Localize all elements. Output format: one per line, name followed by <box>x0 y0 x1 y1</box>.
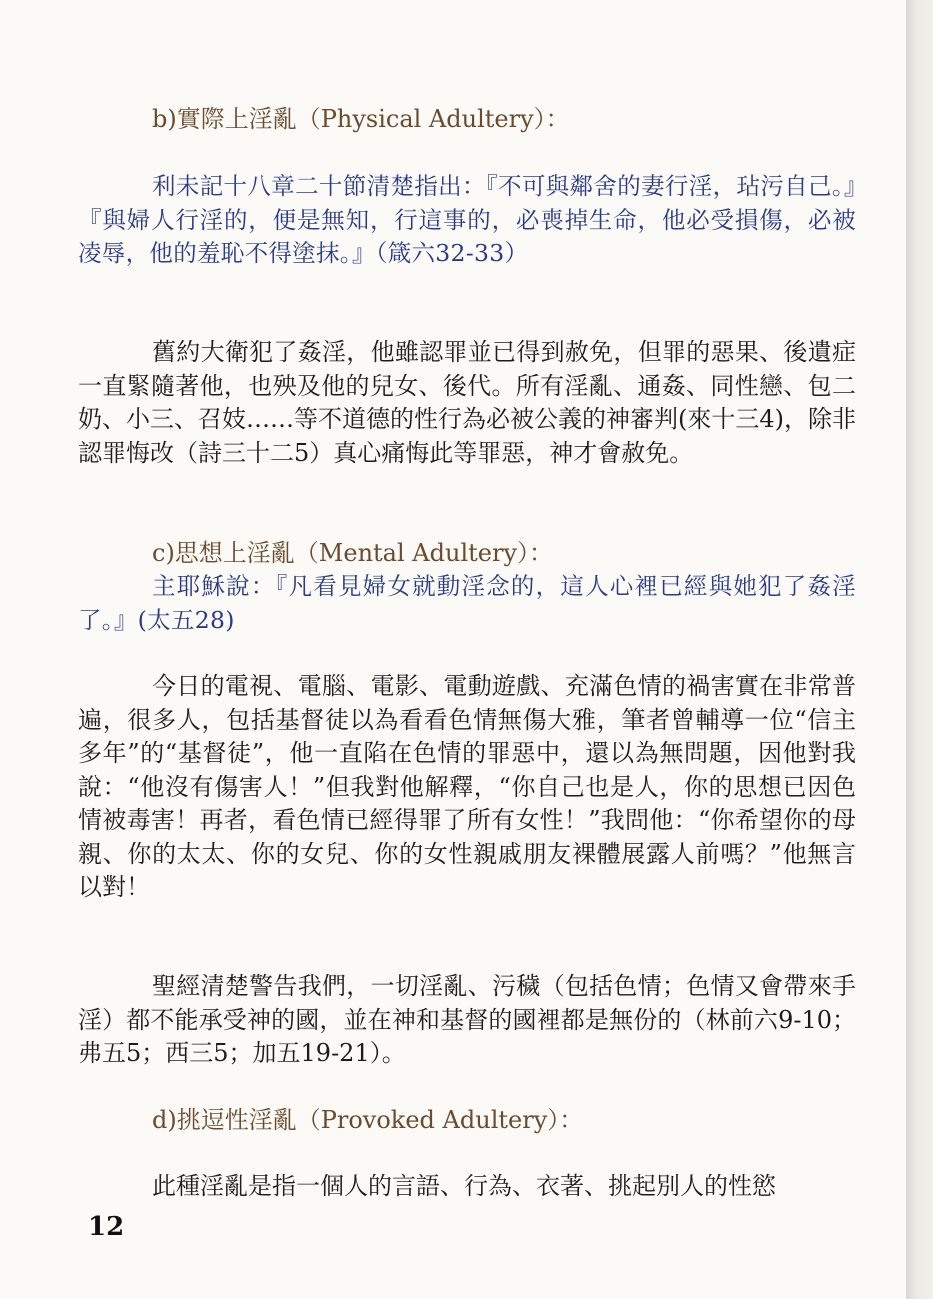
page-edge-shadow <box>906 0 933 1299</box>
section-heading-b: b)實際上淫亂（Physical Adultery）： <box>152 105 570 133</box>
paragraph-pornography: 今日的電視、電腦、電影、電動遊戲、充滿色情的禍害實在非常普遍，很多人，包括基督徒以為看看色情無傷大雅，筆者曾輔導一位“信主多年”的“基督徒”，他一直陷在色情的罪惡中，還以為無問題，因他對我說：“他沒有傷害人！”但我對他解釋，“你自己也是人，你的思想已因色情被毒害！再者，看色情已經得罪了所有女性！”我問他：“你希望你的母親、你的太太、你的女兒、你的女性親戚朋友裸體展露人前嗎？”他無言以對！ <box>78 672 856 901</box>
paragraph-david: 舊約大衛犯了姦淫，他雖認罪並已得到赦免，但罪的惡果、後遺症一直緊隨著他，也殃及他的兒女、後代。所有淫亂、通姦、同性戀、包二奶、小三、召妓……等不道德的性行為必被公義的神審判(來十三4)，除非認罪悔改（詩三十二5）真心痛悔此等罪惡，神才會赦免。 <box>78 338 856 467</box>
page-number: 12 <box>88 1212 125 1242</box>
paragraph-provoked: 此種淫亂是指一個人的言語、行為、衣著、挑起別人的性慾 <box>152 1172 776 1200</box>
section-heading-c: c)思想上淫亂（Mental Adultery）： <box>152 539 554 567</box>
section-heading-d: d)挑逗性淫亂（Provoked Adultery）： <box>152 1106 584 1134</box>
paragraph-warning: 聖經清楚警告我們，一切淫亂、污穢（包括色情；色情又會帶來手淫）都不能承受神的國，並在神和基督的國裡都是無份的（林前六9-10；弗五5；西三5；加五19-21）。 <box>78 972 856 1067</box>
scripture-quote-matthew: 主耶穌說：『凡看見婦女就動淫念的，這人心裡已經與她犯了姦淫了。』(太五28) <box>78 572 856 634</box>
scripture-quote-leviticus: 利未記十八章二十節清楚指出：『不可與鄰舍的妻行淫，玷污自己。』『與婦人行淫的，便是無知，行這事的，必喪掉生命，他必受損傷，必被凌辱，他的羞恥不得塗抹。』（箴六32-33） <box>78 172 856 267</box>
